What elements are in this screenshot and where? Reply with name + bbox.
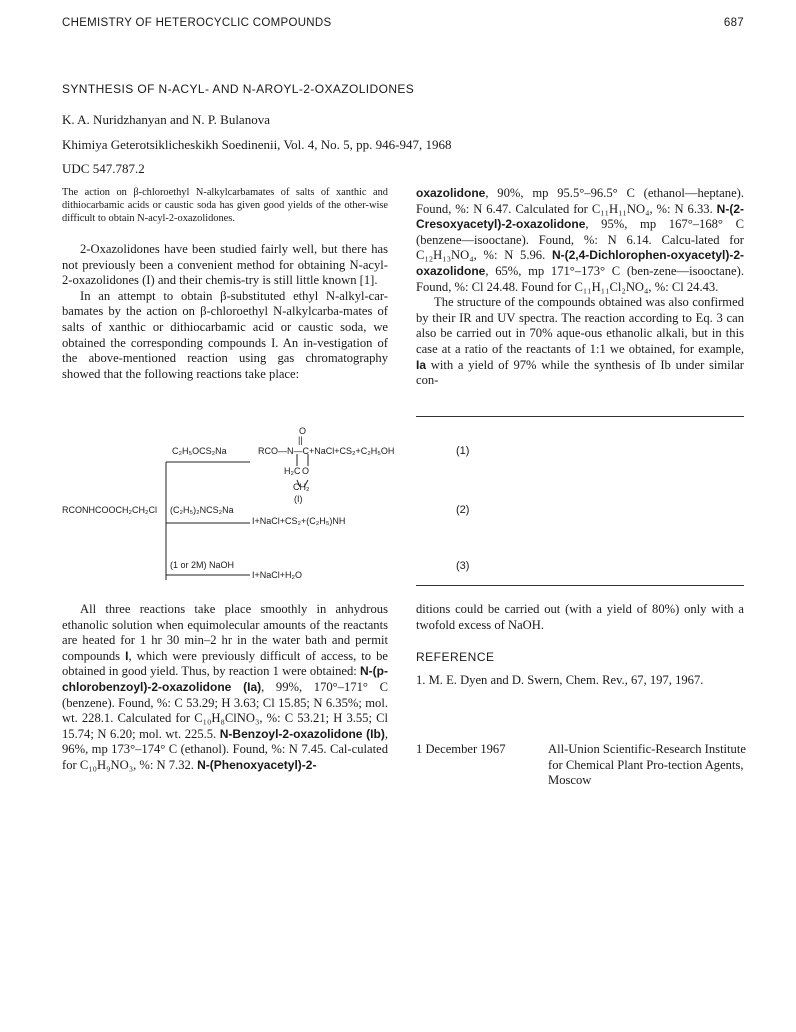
compound-name: N-(2,4-Dichlorophen-oxyacetyl)-2-oxazolidone — [416, 248, 744, 278]
paper-title: SYNTHESIS OF N-ACYL- AND N-AROYL-2-OXAZOLIDONES — [62, 82, 415, 96]
equation-3-number: (3) — [456, 560, 470, 572]
compound-name: N-(Phenoxyacetyl)-2- — [197, 757, 317, 772]
method-paragraph: In an attempt to obtain β-substituted ethyl N-alkyl-car-bamates by the action on β-chloroethyl N-alkylcarba-mates of salts of xanthic or dithiocarbamic acid or caustic soda, we obtained the corresponding compounds I. An in-vestigation of the above-mentioned reaction using gas chromatography showed that the following reactions take place: — [62, 288, 388, 381]
compound-name: oxazolidone — [416, 186, 486, 200]
carbonyl-o: O — [299, 426, 307, 436]
structure-text-end: with a yield of 97% while the synthesis of Ib under similar con- — [416, 357, 744, 388]
reference-item: 1. M. E. Dyen and D. Swern, Chem. Rev., 67, 197, 1967. — [416, 673, 704, 687]
compound-label-I: (I) — [294, 494, 303, 504]
results-paragraph — [62, 602, 388, 774]
reagent-2: (C₂H₅)₂NCS₂Na — [170, 505, 234, 515]
compound-label: Ia — [416, 357, 427, 372]
product-3: I+NaCl+H₂O — [252, 570, 303, 580]
product-2: I+NaCl+CS₂+(C₂H₅)NH — [252, 516, 346, 526]
reference-header: REFERENCE — [416, 650, 495, 664]
ring-o: O — [302, 466, 310, 476]
compound-data: , 65%, mp 171°–173° C (ben-zene—isooctane). Found, %: Cl 24.48. Found for C₁₁H₁₁Cl₂NO₄, %: Cl 24.43. — [416, 263, 744, 294]
compound-name: N-(2-Cresoxyacetyl)-2-oxazolidone — [416, 201, 744, 232]
structure-paragraph — [416, 295, 744, 389]
structure-text: The structure of the compounds obtained was also confirmed by their IR and UV spectra. The reaction according to Eq. 3 can also be carried out in 70% aque-ous ethanolic alkali, but in this case at a ratio of the reactants of 1:1 we obtained, for example, — [416, 295, 744, 356]
equation-2-number: (2) — [456, 504, 470, 516]
reagent-1: C₂H₅OCS₂Na — [172, 446, 227, 456]
scheme-bottom-rule — [416, 585, 744, 586]
compound-data: , 96%, mp 173°–174° C (ethanol). Found, %: N 7.45. Cal-culated for C₁₀H₉NO₃, %: N 7.32. — [62, 726, 388, 772]
compounds-paragraph — [416, 186, 744, 295]
received-date: 1 December 1967 — [416, 742, 506, 756]
compound-name: N-Benzoyl-2-oxazolidone (Ib) — [219, 726, 385, 741]
ring-ch2: CH₂ — [293, 482, 310, 492]
results-text: , which were previously difficult of access, to be obtained in good yield. Thus, by reaction 1 were obtained: — [62, 648, 388, 679]
affiliation: All-Union Scientific-Research Institute for Chemical Plant Pro-tection Agents, Moscow — [548, 742, 746, 788]
results-text: All three reactions take place smoothly in anhydrous ethanolic solution when equimolecular amounts of the reactants are heated for 1 hr 30 min–2 hr in the water bath and permit compounds — [62, 602, 388, 663]
compound-data: , 95%, mp 167°–168° C (benzene—isooctane). Found, %: N 6.14. Calcu-lated for C₁₂H₁₃NO₄, %: N 5.96. — [416, 217, 744, 263]
right-column-bottom: ditions could be carried out (with a yield of 80%) only with a twofold excess of NaOH. — [416, 602, 744, 632]
scheme-top-rule — [416, 416, 744, 417]
journal-name: CHEMISTRY OF HETEROCYCLIC COMPOUNDS — [62, 17, 332, 29]
compound-name: N-(p-chlorobenzoyl)-2-oxazolidone (Ia) — [62, 664, 388, 694]
intro-paragraph: 2-Oxazolidones have been studied fairly well, but there has not previously been a convenient method for obtaining N-acyl-2-oxazolidones (I) and their chemis-try is still little known [1]. — [62, 242, 388, 288]
ring-h2c: H₂C — [284, 466, 301, 476]
equation-1-number: (1) — [456, 445, 470, 457]
reagent-3: (1 or 2M) NaOH — [170, 560, 235, 570]
left-column-top — [62, 242, 388, 382]
compound-data: , 90%, mp 95.5°–96.5° C (ethanol—heptane). Found, %: N 6.47. Calculated for C₁₁H₁₁NO₄, %: N 6.33. — [416, 186, 744, 216]
left-column-bottom — [62, 602, 388, 774]
authors: K. A. Nuridzhanyan and N. P. Bulanova — [62, 112, 270, 127]
page-number: 687 — [723, 17, 744, 29]
abstract: The action on β-chloroethyl N-alkylcarbamates of salts of xanthic and dithiocarbamic acids or caustic soda has given good yields of the other-wise difficult to obtain N-acyl-2-oxazolidones. — [62, 187, 388, 225]
product-1: RCO—N—C+NaCl+CS₂+C₂H₅OH — [258, 446, 395, 456]
running-header — [62, 17, 744, 29]
right-column-top — [416, 186, 744, 389]
journal-reference: Khimiya Geterotsiklicheskikh Soedinenii, Vol. 4, No. 5, pp. 946-947, 1968 — [62, 137, 452, 152]
reactant: RCONHCOOCH₂CH₂Cl — [62, 505, 157, 515]
udc-code: UDC 547.787.2 — [62, 161, 145, 176]
compound-label: I — [125, 648, 129, 663]
double-bond: || — [298, 435, 303, 445]
compound-data: , 99%, 170°–171° C (benzene). Found, %: C 53.29; H 3.63; Cl 15.85; N 6.35%; mol. wt. 228.1. Calculated for C₁₀H₈ClNO₃, %: C 53.21; H 3.55; Cl 15.74; N 6.20; mol. wt. 225.5. — [62, 679, 388, 741]
